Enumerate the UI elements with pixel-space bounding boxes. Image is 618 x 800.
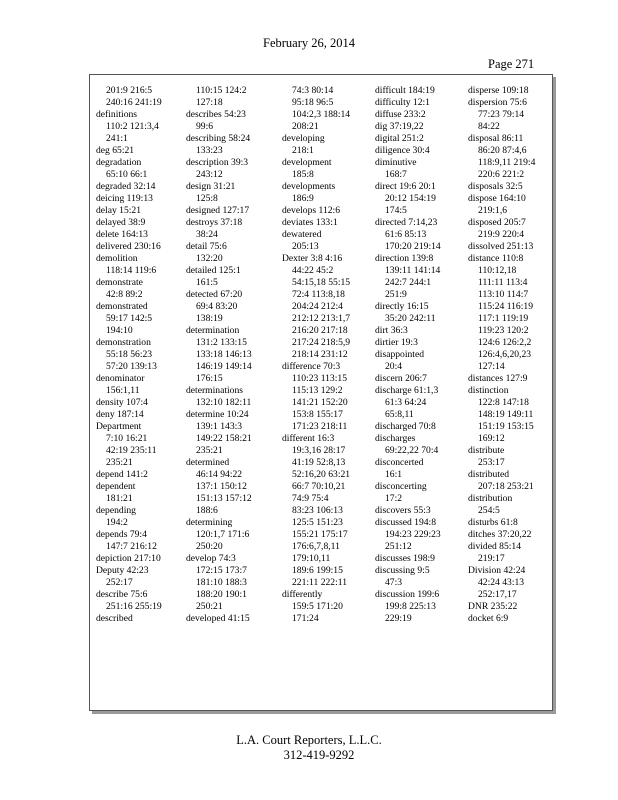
index-page-refs: 188:6 bbox=[196, 505, 218, 516]
index-page-refs: 168:7 bbox=[385, 169, 407, 180]
index-term: described bbox=[96, 613, 133, 624]
index-page-refs: 139:11 141:14 bbox=[385, 265, 441, 276]
index-page-refs: 72:4 113:8,18 bbox=[292, 289, 345, 300]
index-page-refs: 189:6 199:15 bbox=[292, 565, 343, 576]
index-page-refs: 188:20 190:1 bbox=[196, 589, 247, 600]
index-term: Department bbox=[96, 421, 142, 432]
index-term: delay 15:21 bbox=[96, 205, 142, 216]
index-page-refs: 181:10 188:3 bbox=[196, 577, 247, 588]
index-page-refs: 125:8 bbox=[196, 193, 218, 204]
index-page-refs: 54:15,18 55:15 bbox=[292, 277, 351, 288]
index-term: deg 65:21 bbox=[96, 145, 135, 156]
index-page-refs: 156:1,11 bbox=[106, 385, 140, 396]
index-page-refs: 59:17 142:5 bbox=[106, 313, 153, 324]
index-page-refs: 137:1 150:12 bbox=[196, 481, 247, 492]
index-term: direct 19:6 20:1 bbox=[375, 181, 436, 192]
index-term: distance 110:8 bbox=[468, 253, 524, 264]
index-term: directly 16:15 bbox=[375, 301, 429, 312]
index-term: docket 6:9 bbox=[468, 613, 509, 624]
index-term: disposal 86:11 bbox=[468, 133, 524, 144]
index-term: disconcerting bbox=[375, 481, 427, 492]
index-term: distinction bbox=[468, 385, 509, 396]
index-term: designed 127:17 bbox=[186, 205, 250, 216]
index-term: definitions bbox=[96, 109, 138, 120]
index-term: determined bbox=[186, 457, 230, 468]
index-page-refs: 146:19 149:14 bbox=[196, 361, 252, 372]
index-page-refs: 218:14 231:12 bbox=[292, 349, 348, 360]
index-page-refs: 104:2,3 188:14 bbox=[292, 109, 351, 120]
index-term: disposals 32:5 bbox=[468, 181, 523, 192]
index-page-refs: 212:12 213:1,7 bbox=[292, 313, 351, 324]
index-term: dig 37:19,22 bbox=[375, 121, 424, 132]
index-page-refs: 169:12 bbox=[478, 433, 505, 444]
index-term: distances 127:9 bbox=[468, 373, 528, 384]
index-page-refs: 35:20 242:11 bbox=[385, 313, 436, 324]
index-term: dewatered bbox=[282, 229, 322, 240]
index-page-refs: 229:19 bbox=[385, 613, 412, 624]
index-term: dependent bbox=[96, 481, 136, 492]
index-term: disperse 109:18 bbox=[468, 85, 529, 96]
transcript-date: February 26, 2014 bbox=[263, 36, 355, 50]
index-page-refs: 217:24 218:5,9 bbox=[292, 337, 351, 348]
index-term: delete 164:13 bbox=[96, 229, 148, 240]
index-term: discharged 70:8 bbox=[375, 421, 436, 432]
index-term: diligence 30:4 bbox=[375, 145, 430, 156]
index-page-refs: 208:21 bbox=[292, 121, 319, 132]
index-term: describes 54:23 bbox=[186, 109, 246, 120]
index-term: diminutive bbox=[375, 157, 417, 168]
index-page-refs: 122:8 147:18 bbox=[478, 397, 529, 408]
index-term: depends 79:4 bbox=[96, 529, 147, 540]
index-page-refs: 252:17,17 bbox=[478, 589, 517, 600]
index-term: deicing 119:13 bbox=[96, 193, 153, 204]
index-term: discussed 194:8 bbox=[375, 517, 437, 528]
index-column-1 bbox=[96, 85, 184, 625]
index-term: deny 187:14 bbox=[96, 409, 144, 420]
index-term: describing 58:24 bbox=[186, 133, 251, 144]
index-page-refs: 110:12,18 bbox=[478, 265, 517, 276]
index-page-refs: 19:3,16 28:17 bbox=[292, 445, 346, 456]
index-term: difficult 184:19 bbox=[375, 85, 435, 96]
index-term: density 107:4 bbox=[96, 397, 148, 408]
index-term: detected 67:20 bbox=[186, 289, 243, 300]
index-page-refs: 47:3 bbox=[385, 577, 403, 588]
index-term: disappointed bbox=[375, 349, 425, 360]
index-term: disposed 205:7 bbox=[468, 217, 526, 228]
index-page-refs: 113:10 114:7 bbox=[478, 289, 529, 300]
index-page-refs: 120:1,7 171:6 bbox=[196, 529, 250, 540]
index-page-refs: 139:1 143:3 bbox=[196, 421, 243, 432]
index-term: developments bbox=[282, 181, 336, 192]
footer-company: L.A. Court Reporters, L.L.C. bbox=[236, 733, 382, 747]
index-term: discovers 55:3 bbox=[375, 505, 431, 516]
index-page-refs: 170:20 219:14 bbox=[385, 241, 441, 252]
index-page-refs: 46:14 94:22 bbox=[196, 469, 243, 480]
index-page-refs: 127:14 bbox=[478, 361, 505, 372]
index-page-refs: 155:21 175:17 bbox=[292, 529, 348, 540]
index-page-refs: 151:13 157:12 bbox=[196, 493, 252, 504]
index-page-refs: 99:6 bbox=[196, 121, 214, 132]
index-term: dirt 36:3 bbox=[375, 325, 408, 336]
index-page-refs: 194:2 bbox=[106, 517, 128, 528]
index-term: degraded 32:14 bbox=[96, 181, 156, 192]
index-page-refs: 250:20 bbox=[196, 541, 223, 552]
index-term: disconcerted bbox=[375, 457, 424, 468]
index-page-refs: 38:24 bbox=[196, 229, 218, 240]
index-term: digital 251:2 bbox=[375, 133, 424, 144]
index-page-refs: 153:8 155:17 bbox=[292, 409, 343, 420]
index-term: disturbs 61:8 bbox=[468, 517, 518, 528]
index-term: discharge 61:1,3 bbox=[375, 385, 439, 396]
index-term: demonstrate bbox=[96, 277, 143, 288]
index-page-refs: 194:23 229:23 bbox=[385, 529, 441, 540]
index-page-refs: 151:19 153:15 bbox=[478, 421, 534, 432]
index-page-refs: 117:1 119:19 bbox=[478, 313, 529, 324]
index-page-refs: 253:17 bbox=[478, 457, 505, 468]
index-page-refs: 57:20 139:13 bbox=[106, 361, 157, 372]
index-term: demonstration bbox=[96, 337, 151, 348]
footer-phone: 312-419-9292 bbox=[283, 748, 355, 762]
index-term: dirtier 19:3 bbox=[375, 337, 418, 348]
index-term: distributed bbox=[468, 469, 510, 480]
index-page-refs: 16:1 bbox=[385, 469, 403, 480]
index-term: describe 75:6 bbox=[96, 589, 148, 600]
index-page-refs: 251:16 255:19 bbox=[106, 601, 162, 612]
index-page-refs: 216:20 217:18 bbox=[292, 325, 348, 336]
index-term: develops 112:6 bbox=[282, 205, 340, 216]
index-page-refs: 69:4 83:20 bbox=[196, 301, 238, 312]
index-page-refs: 141:21 152:20 bbox=[292, 397, 348, 408]
index-page-refs: 42:24 43:13 bbox=[478, 577, 525, 588]
index-term: directed 7:14,23 bbox=[375, 217, 438, 228]
index-page-refs: 176:6,7,8,11 bbox=[292, 541, 340, 552]
index-page-refs: 219:17 bbox=[478, 553, 505, 564]
index-page-refs: 132:10 182:11 bbox=[196, 397, 252, 408]
index-term: discern 206:7 bbox=[375, 373, 427, 384]
index-page-refs: 194:10 bbox=[106, 325, 133, 336]
index-page-refs: 41:19 52:8,13 bbox=[292, 457, 346, 468]
index-page-refs: 220:6 221:2 bbox=[478, 169, 525, 180]
index-term: divided 85:14 bbox=[468, 541, 522, 552]
index-term: depiction 217:10 bbox=[96, 553, 161, 564]
index-term: direction 139:8 bbox=[375, 253, 434, 264]
index-page-refs: 42:19 235:11 bbox=[106, 445, 157, 456]
index-page-refs: 185:8 bbox=[292, 169, 314, 180]
index-term: design 31:21 bbox=[186, 181, 236, 192]
index-term: discusses 198:9 bbox=[375, 553, 435, 564]
index-page-refs: 61:6 85:13 bbox=[385, 229, 427, 240]
index-page-refs: 254:5 bbox=[478, 505, 500, 516]
index-page-refs: 55:18 56:23 bbox=[106, 349, 153, 360]
index-page-refs: 61:3 64:24 bbox=[385, 397, 427, 408]
index-term: demolition bbox=[96, 253, 138, 264]
index-term: Dexter 3:8 4:16 bbox=[282, 253, 343, 264]
index-page-refs: 172:15 173:7 bbox=[196, 565, 247, 576]
index-page-refs: 115:24 116:19 bbox=[478, 301, 533, 312]
index-term: description 39:3 bbox=[186, 157, 249, 168]
index-term: development bbox=[282, 157, 332, 168]
index-term: difference 70:3 bbox=[282, 361, 341, 372]
index-term: demonstrated bbox=[96, 301, 148, 312]
index-page-refs: 243:12 bbox=[196, 169, 223, 180]
index-page-refs: 205:13 bbox=[292, 241, 319, 252]
index-page-refs: 148:19 149:11 bbox=[478, 409, 534, 420]
index-term: developed 41:15 bbox=[186, 613, 250, 624]
index-page-refs: 66:7 70:10,21 bbox=[292, 481, 346, 492]
index-page-refs: 20:12 154:19 bbox=[385, 193, 436, 204]
index-term: different 16:3 bbox=[282, 433, 335, 444]
index-page-refs: 201:9 216:5 bbox=[106, 85, 153, 96]
index-term: difficulty 12:1 bbox=[375, 97, 430, 108]
index-page-refs: 74:9 75:4 bbox=[292, 493, 329, 504]
index-term: destroys 37:18 bbox=[186, 217, 243, 228]
index-page-refs: 84:22 bbox=[478, 121, 500, 132]
index-page-refs: 218:1 bbox=[292, 145, 314, 156]
index-page-refs: 74:3 80:14 bbox=[292, 85, 334, 96]
index-page-refs: 176:15 bbox=[196, 373, 223, 384]
index-page-refs: 186:9 bbox=[292, 193, 314, 204]
index-term: depend 141:2 bbox=[96, 469, 148, 480]
index-page-refs: 207:18 253:21 bbox=[478, 481, 534, 492]
index-page-refs: 171:24 bbox=[292, 613, 319, 624]
index-page-refs: 110:23 113:15 bbox=[292, 373, 347, 384]
index-page-refs: 126:4,6,20,23 bbox=[478, 349, 532, 360]
index-term: discussion 199:6 bbox=[375, 589, 440, 600]
index-page-refs: 115:13 129:2 bbox=[292, 385, 343, 396]
index-page-refs: 219:1,6 bbox=[478, 205, 508, 216]
index-term: develop 74:3 bbox=[186, 553, 236, 564]
index-term: discharges bbox=[375, 433, 416, 444]
index-term: distribute bbox=[468, 445, 505, 456]
index-page-refs: 241:1 bbox=[106, 133, 128, 144]
index-term: determinations bbox=[186, 385, 244, 396]
index-page-refs: 235:21 bbox=[196, 445, 223, 456]
index-term: deviates 133:1 bbox=[282, 217, 338, 228]
index-term: detailed 125:1 bbox=[186, 265, 241, 276]
index-page-refs: 250:21 bbox=[196, 601, 223, 612]
index-page-refs: 17:2 bbox=[385, 493, 403, 504]
index-page-refs: 65:8,11 bbox=[385, 409, 414, 420]
index-page-refs: 132:20 bbox=[196, 253, 223, 264]
index-page-refs: 118:9,11 219:4 bbox=[478, 157, 536, 168]
index-page-refs: 199:8 225:13 bbox=[385, 601, 436, 612]
index-page-refs: 179:10,11 bbox=[292, 553, 331, 564]
index-column-4 bbox=[375, 85, 463, 625]
index-term: determination bbox=[186, 325, 240, 336]
index-page-refs: 131:2 133:15 bbox=[196, 337, 247, 348]
index-term: developing bbox=[282, 133, 325, 144]
index-page-refs: 181:21 bbox=[106, 493, 133, 504]
index-page-refs: 171:23 218:11 bbox=[292, 421, 348, 432]
index-page-refs: 65:10 66:1 bbox=[106, 169, 148, 180]
index-page-refs: 159:5 171:20 bbox=[292, 601, 343, 612]
index-page-refs: 110:15 124:2 bbox=[196, 85, 247, 96]
index-page-refs: 111:11 113:4 bbox=[478, 277, 528, 288]
index-term: distribution bbox=[468, 493, 513, 504]
index-page-refs: 251:9 bbox=[385, 289, 407, 300]
index-term: discussing 9:5 bbox=[375, 565, 430, 576]
index-term: DNR 235:22 bbox=[468, 601, 518, 612]
index-term: diffuse 233:2 bbox=[375, 109, 426, 120]
index-page-refs: 235:21 bbox=[106, 457, 133, 468]
index-page-refs: 127:18 bbox=[196, 97, 223, 108]
index-term: Division 42:24 bbox=[468, 565, 526, 576]
index-page-refs: 133:18 146:13 bbox=[196, 349, 252, 360]
index-page-refs: 242:7 244:1 bbox=[385, 277, 432, 288]
index-page-refs: 204:24 212:4 bbox=[292, 301, 343, 312]
index-term: degradation bbox=[96, 157, 142, 168]
index-page-refs: 149:22 158:21 bbox=[196, 433, 252, 444]
page-number: Page 271 bbox=[488, 57, 535, 71]
index-column-2 bbox=[186, 85, 274, 625]
index-page-refs: 125:5 151:23 bbox=[292, 517, 343, 528]
index-page-refs: 52:16,20 63:21 bbox=[292, 469, 351, 480]
index-page-refs: 95:18 96:5 bbox=[292, 97, 334, 108]
index-term: delivered 230:16 bbox=[96, 241, 161, 252]
index-page-refs: 119:23 120:2 bbox=[478, 325, 529, 336]
index-term: differently bbox=[282, 589, 323, 600]
index-term: Deputy 42:23 bbox=[96, 565, 149, 576]
index-page-refs: 138:19 bbox=[196, 313, 223, 324]
index-page-refs: 221:11 222:11 bbox=[292, 577, 347, 588]
index-page-refs: 252:17 bbox=[106, 577, 133, 588]
index-page-refs: 110:2 121:3,4 bbox=[106, 121, 159, 132]
index-page-refs: 7:10 16:21 bbox=[106, 433, 148, 444]
index-term: determining bbox=[186, 517, 233, 528]
index-term: delayed 38:9 bbox=[96, 217, 146, 228]
index-page-refs: 219:9 220:4 bbox=[478, 229, 525, 240]
index-term: depending bbox=[96, 505, 136, 516]
index-page-refs: 124:6 126:2,2 bbox=[478, 337, 532, 348]
index-term: denominator bbox=[96, 373, 145, 384]
index-term: ditches 37:20,22 bbox=[468, 529, 532, 540]
index-page-refs: 174:5 bbox=[385, 205, 407, 216]
index-column-5 bbox=[468, 85, 556, 625]
index-term: dissolved 251:13 bbox=[468, 241, 534, 252]
index-page-refs: 147:7 216:12 bbox=[106, 541, 157, 552]
index-column-3 bbox=[282, 85, 370, 625]
index-page-refs: 77:23 79:14 bbox=[478, 109, 525, 120]
index-page-refs: 240:16 241:19 bbox=[106, 97, 162, 108]
index-page-refs: 118:14 119:6 bbox=[106, 265, 157, 276]
index-term: dispersion 75:6 bbox=[468, 97, 527, 108]
index-page-refs: 133:23 bbox=[196, 145, 223, 156]
index-page-refs: 86:20 87:4,6 bbox=[478, 145, 527, 156]
index-page-refs: 69:22,22 70:4 bbox=[385, 445, 439, 456]
index-term: detail 75:6 bbox=[186, 241, 227, 252]
index-page-refs: 83:23 106:13 bbox=[292, 505, 343, 516]
index-page-refs: 44:22 45:2 bbox=[292, 265, 334, 276]
index-page-refs: 42:8 89:2 bbox=[106, 289, 143, 300]
index-term: dispose 164:10 bbox=[468, 193, 526, 204]
index-term: determine 10:24 bbox=[186, 409, 249, 420]
index-page-refs: 161:5 bbox=[196, 277, 218, 288]
index-page-refs: 20:4 bbox=[385, 361, 403, 372]
index-page-refs: 251:12 bbox=[385, 541, 412, 552]
